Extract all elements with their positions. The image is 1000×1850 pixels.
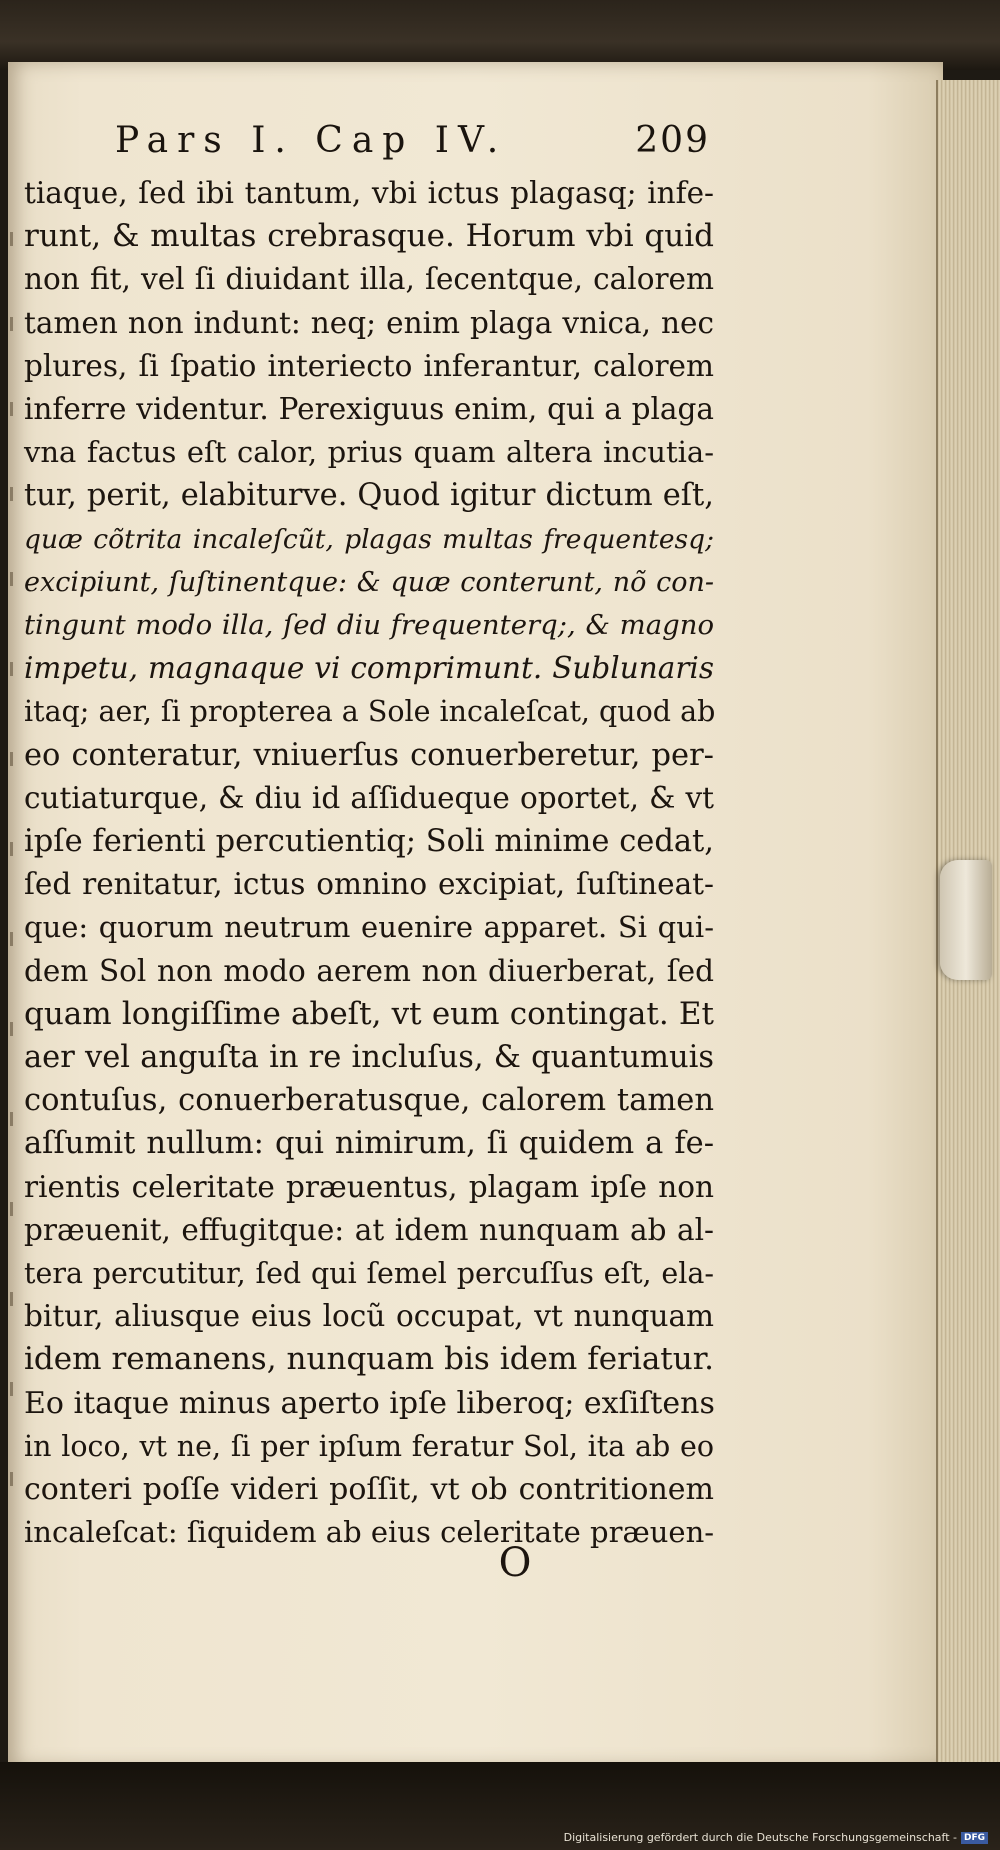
text-line: idem remanens, nunquam bis idem feriatur. bbox=[24, 1341, 714, 1378]
text-line: eo conteratur, vniuerſus conuerberetur, per- bbox=[24, 737, 714, 773]
text-line: inferre videntur. Perexiguus enim, qui a plaga bbox=[24, 392, 714, 427]
text-line: plures, ſi ſpatio interiecto inferantur, calorem bbox=[24, 348, 714, 383]
text-line: tur, perit, elabiturve. Quod igitur dictum eſt, bbox=[24, 478, 714, 514]
book-top-edge bbox=[0, 0, 1000, 70]
text-line: non fit, vel ſi diuidant illa, ſecentque, calorem bbox=[24, 262, 714, 297]
text-line: tingunt modo illa, ſed diu frequenterq;, & magno bbox=[24, 609, 714, 642]
text-line: dem Sol non modo aerem non diuerberat, ſed bbox=[24, 953, 714, 988]
text-line: quæ cõtrita incaleſcũt, plagas multas frequentesq; bbox=[24, 523, 714, 555]
footer-credit-text: Digitalisierung gefördert durch die Deutsche Forschungsgemeinschaft - bbox=[563, 1831, 957, 1844]
text-line: cutiaturque, & diu id aſſidueque oportet, & vt bbox=[24, 780, 714, 815]
text-line: bitur, aliusque eius locũ occupat, vt nunquam bbox=[24, 1299, 714, 1334]
text-line: in loco, vt ne, ſi per ipſum feratur Sol, ita ab eo bbox=[24, 1429, 714, 1463]
book-clasp bbox=[940, 860, 992, 980]
text-line: ipſe ferienti percutientiq; Soli minime cedat, bbox=[24, 824, 714, 860]
text-line: contuſus, conuerberatusque, calorem tamen bbox=[24, 1083, 714, 1119]
text-line: ſed renitatur, ictus omnino excipiat, ſuſtineat- bbox=[24, 867, 714, 902]
text-line: aer vel anguſta in re incluſus, & quantumuis bbox=[24, 1040, 714, 1076]
text-line: excipiunt, ſuſtinentque: & quæ conterunt, nõ con- bbox=[24, 566, 714, 598]
text-line: runt, & multas crebrasque. Horum vbi quid bbox=[24, 218, 714, 255]
text-line: que: quorum neutrum euenire apparet. Si qui- bbox=[24, 910, 714, 945]
page-number: 209 bbox=[635, 120, 710, 161]
text-line: impetu, magnaque vi comprimunt. Sublunaris bbox=[24, 651, 714, 686]
text-line: tamen non indunt: neq; enim plaga vnica, nec bbox=[24, 305, 714, 340]
text-line: conteri poſſe videri poſſit, vt ob contritionem bbox=[24, 1472, 714, 1508]
text-line: rientis celeritate præuentus, plagam ipſe non bbox=[24, 1169, 714, 1204]
signature-mark: O bbox=[498, 1540, 532, 1586]
text-line: incaleſcat: ſiquidem ab eius celeritate præuen- bbox=[24, 1515, 715, 1550]
footer-credit bbox=[564, 1831, 988, 1844]
running-head: Pars I. Cap IV. bbox=[115, 120, 508, 161]
dfg-logo: DFG bbox=[961, 1832, 988, 1844]
text-line: tera percutitur, ſed qui ſemel percuſſus eſt, ela- bbox=[24, 1257, 714, 1291]
text-line: Eo itaque minus aperto ipſe liberoq; exſiſtens bbox=[24, 1385, 715, 1421]
text-line: itaq; aer, ſi propterea a Sole incaleſcat, quod ab bbox=[24, 695, 716, 729]
text-line: aſſumit nullum: qui nimirum, ſi quidem a fe- bbox=[24, 1126, 714, 1162]
body-text bbox=[24, 172, 714, 1555]
text-line: tiaque, ſed ibi tantum, vbi ictus plagasq; infe- bbox=[24, 176, 714, 210]
gutter-marks bbox=[8, 232, 24, 1632]
text-line: quam longiſſime abeſt, vt eum contingat. Et bbox=[24, 995, 714, 1032]
text-line: præuenit, effugitque: at idem nunquam ab al- bbox=[24, 1212, 714, 1247]
text-line: vna factus eſt calor, prius quam altera incutia- bbox=[24, 435, 714, 470]
page-header bbox=[115, 120, 710, 170]
